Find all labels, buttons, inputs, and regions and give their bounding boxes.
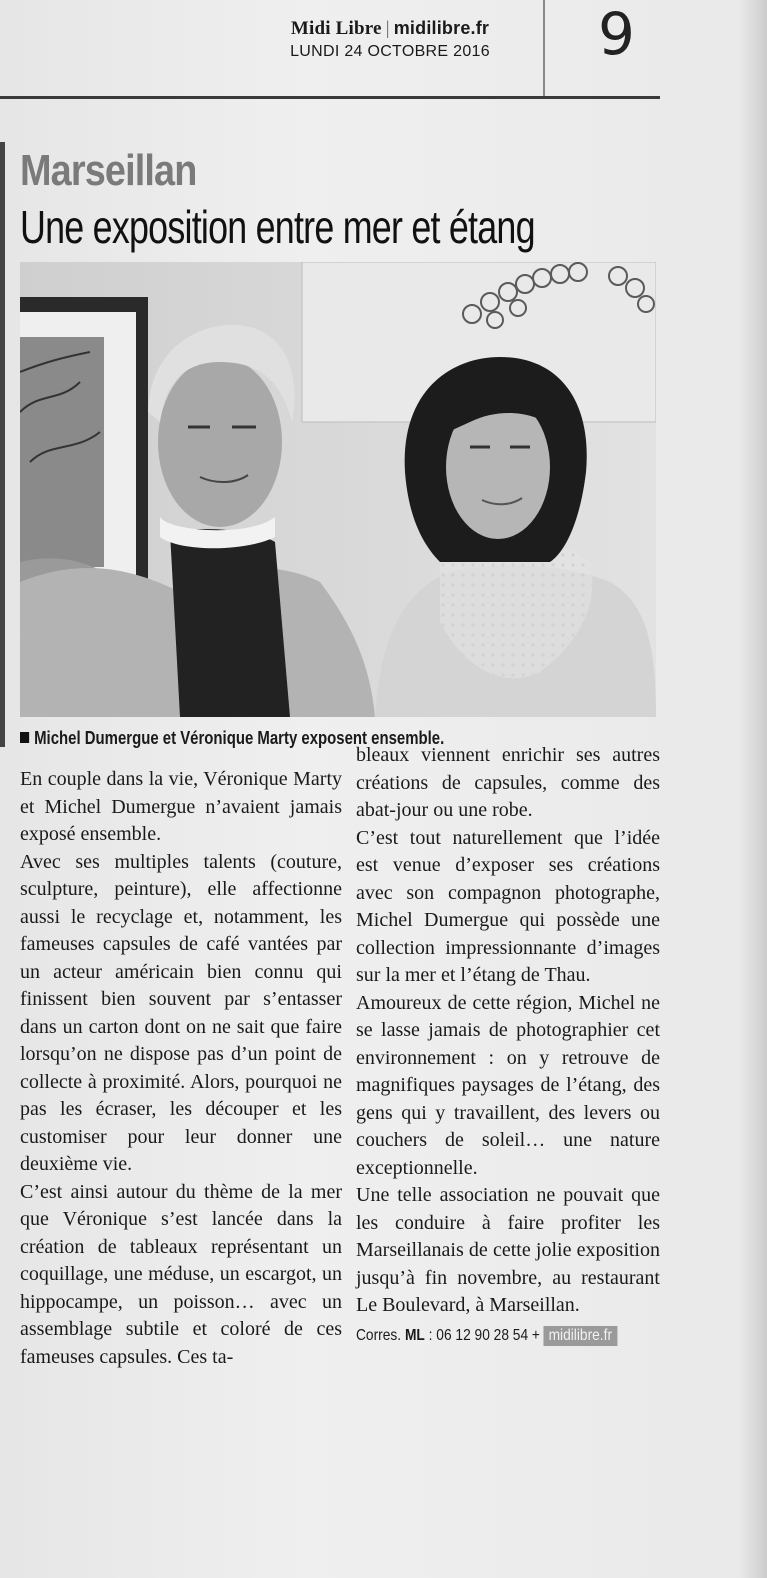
man-face	[158, 357, 282, 527]
correspondent-phone: : 06 12 90 28 54 +	[428, 1326, 540, 1344]
paragraph: bleaux viennent enrichir ses autres créations de capsules, comme des abat-jour ou une robe.	[356, 744, 660, 821]
site-tag: midilibre.fr	[543, 1326, 617, 1346]
correspondent-credit	[356, 1322, 617, 1350]
man-shirt	[170, 529, 290, 717]
caption-text: Michel Dumergue et Véronique Marty exposent ensemble.	[34, 728, 445, 748]
caption-bullet	[20, 732, 29, 743]
article-column-2	[356, 742, 660, 1349]
paragraph: En couple dans la vie, Véronique Marty et Michel Dumergue n’avaient jamais exposé ensemble.	[20, 768, 342, 845]
paragraph: Avec ses multiples talents (couture, sculpture, peinture), elle affectionne aussi le recyclage et, notamment, les fameuses capsules de café vantées par un acteur américain bien connu qui finissent bien souvent par s’entasser dans un carton dont on ne sait que faire lorsqu’on ne dispose pas d’un point de collecte à proximité. Alors, pourquoi ne pas les écraser, les découper et les customiser pour leur donner une deuxième vie.	[20, 850, 342, 1175]
issue-date: LUNDI 24 OCTOBRE 2016	[290, 43, 490, 60]
correspondent-ml: ML	[404, 1326, 425, 1344]
paragraph: C’est ainsi autour du thème de la mer que Véronique s’est lancée dans la création de tableaux représentant un coquillage, une méduse, un escargot, un hippocampe, un poisson… avec un assemblage subtile et coloré de ces fameuses capsules. Ces ta-	[20, 1180, 342, 1368]
masthead-divider	[543, 0, 545, 98]
masthead-separator: |	[385, 18, 390, 39]
section-title: Marseillan	[20, 146, 197, 195]
photo-illustration	[20, 262, 656, 717]
correspondent-label: Corres.	[356, 1326, 402, 1344]
article-column-1	[20, 766, 342, 1371]
page-number: 9	[598, 0, 635, 68]
header-rule	[0, 96, 660, 99]
paragraph: Une telle association ne pouvait que les conduire à faire profiter les Marseillanais de cette jolie exposition jusqu’à fin novembre, au restaurant Le Boulevard, à Marseillan.	[356, 1184, 660, 1316]
paper-site: midilibre.fr	[393, 18, 490, 38]
article-photo	[20, 262, 656, 717]
paper-name: Midi Libre	[290, 18, 382, 39]
page-edge-shadow	[739, 0, 767, 1578]
article-headline: Une exposition entre mer et étang	[20, 201, 535, 253]
paragraph: C’est tout naturellement que l’idée est venue d’exposer ses créations avec son compagnon photographe, Michel Dumergue qui possède une collection impressionnante d’images sur la mer et l’étang de Thau.	[356, 826, 660, 986]
masthead	[230, 18, 550, 61]
paragraph: Amoureux de cette région, Michel ne se lasse jamais de photographier cet environnement : on y retrouve de magnifiques paysages de l’étang, des gens qui y travaillent, des levers ou couchers de soleil… une nature exceptionnelle.	[356, 991, 660, 1179]
section-marker-bar	[0, 142, 5, 747]
